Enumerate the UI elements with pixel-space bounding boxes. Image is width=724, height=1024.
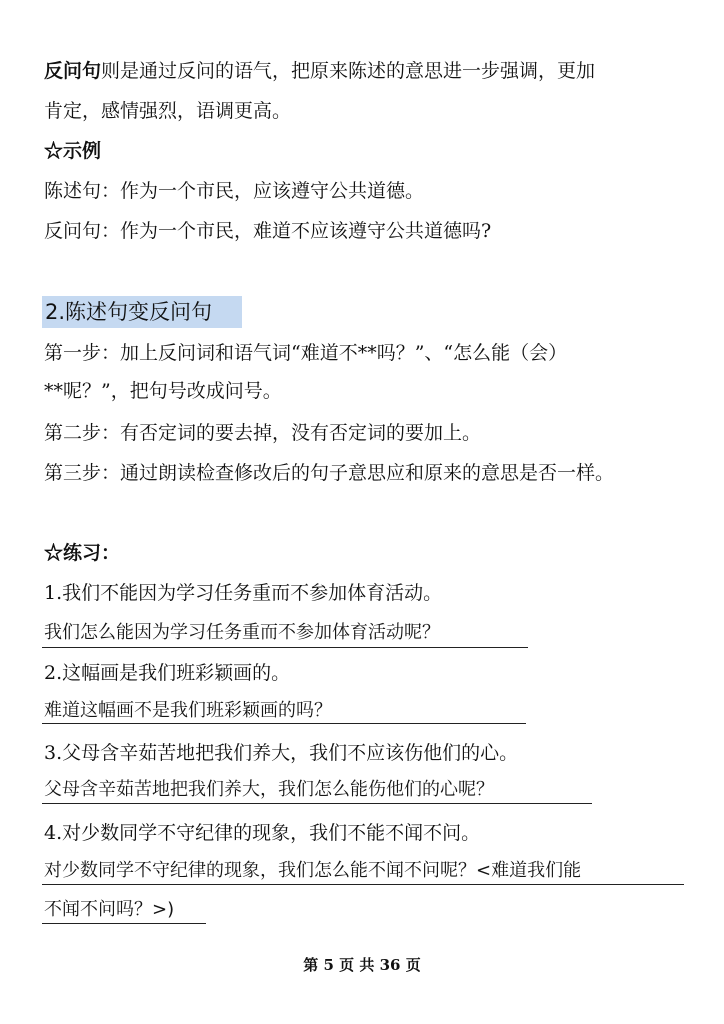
practice-question-2: 2.这幅画是我们班彩颖画的。	[44, 662, 291, 684]
step-3: 第三步：通过朗读检查修改后的句子意思应和原来的意思是否一样。	[44, 462, 615, 484]
section-heading: 2.陈述句变反问句	[42, 296, 242, 328]
example-statement: 陈述句：作为一个市民，应该遵守公共道德。	[44, 180, 425, 202]
answer-underline-4b	[42, 923, 206, 924]
step-2: 第二步：有否定词的要去掉，没有否定词的要加上。	[44, 422, 482, 444]
step-1-line-2: **呢？”，把句号改成问号。	[44, 380, 282, 402]
practice-answer-2: 难道这幅画不是我们班彩颖画的吗？	[44, 700, 332, 721]
term-rhetorical-question: 反问句	[44, 60, 102, 82]
answer-underline-2	[42, 723, 526, 724]
practice-answer-1: 我们怎么能因为学习任务重而不参加体育活动呢？	[44, 622, 440, 643]
practice-answer-4-line-1: 对少数同学不守纪律的现象，我们怎么能不闻不问呢？<难道我们能	[44, 860, 582, 881]
definition-line-1	[44, 58, 595, 84]
practice-answer-3: 父母含辛茹苦地把我们养大，我们怎么能伤他们的心呢？	[44, 779, 494, 800]
practice-question-4: 4.对少数同学不守纪律的现象，我们不能不闻不问。	[44, 822, 481, 844]
definition-line-2: 肯定，感情强烈，语调更高。	[44, 100, 292, 122]
answer-underline-4a	[42, 884, 684, 885]
step-1-line-1: 第一步：加上反问词和语气词“难道不**吗？”、“怎么能（会）	[44, 342, 568, 364]
practice-answer-4-line-2: 不闻不问吗？>)	[44, 899, 175, 920]
example-rhetorical: 反问句：作为一个市民，难道不应该遵守公共道德吗?	[44, 220, 492, 242]
page-number: 第 5 页 共 36 页	[303, 956, 421, 974]
example-heading: ☆示例	[44, 140, 102, 162]
practice-question-3: 3.父母含辛茹苦地把我们养大，我们不应该伤他们的心。	[44, 742, 519, 764]
practice-heading: ☆练习：	[44, 542, 121, 564]
definition-text: 则是通过反问的语气，把原来陈述的意思进一步强调，更加	[101, 60, 596, 82]
practice-question-1: 1.我们不能因为学习任务重而不参加体育活动。	[44, 582, 443, 604]
answer-underline-1	[42, 647, 528, 648]
answer-underline-3	[42, 803, 592, 804]
